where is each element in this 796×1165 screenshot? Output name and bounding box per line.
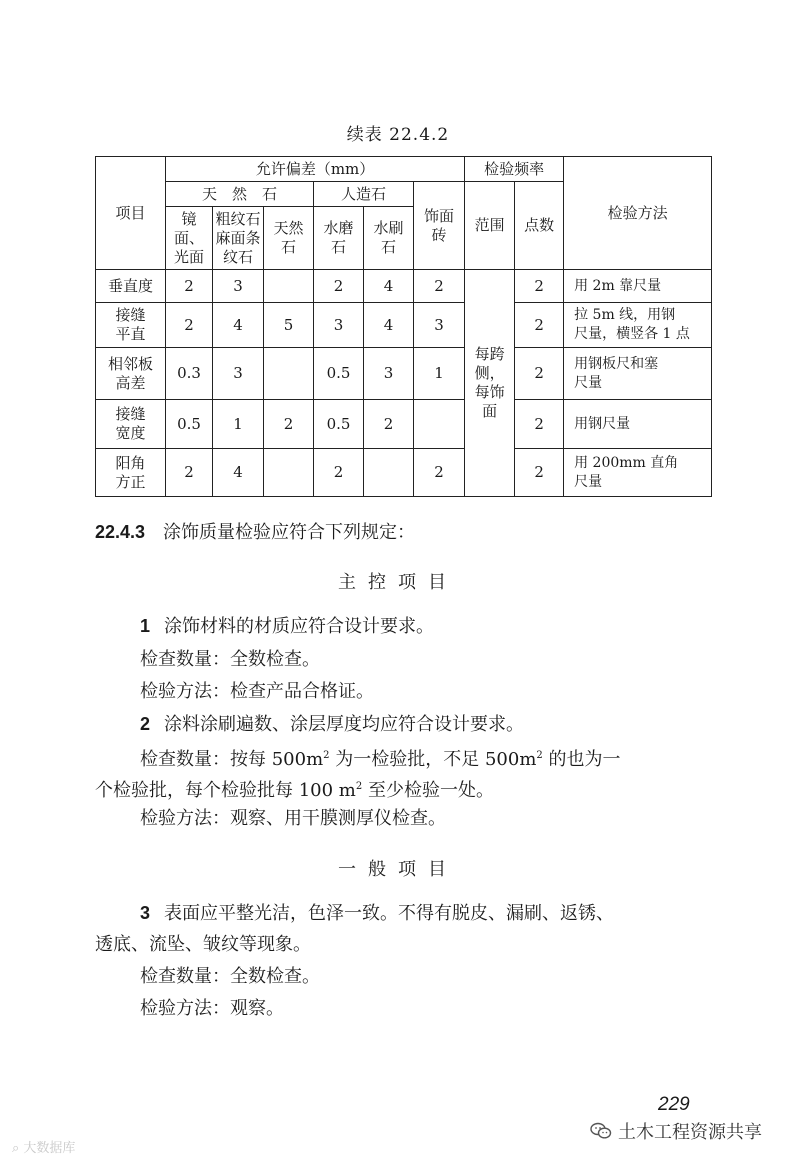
clause-3-cont: 透底、流坠、皱纹等现象。 [95,934,311,955]
cell-brushed: 2 [364,400,414,449]
watermark-left: ⌕ 大数据库 [12,1141,76,1156]
cell-mirror: 2 [166,449,213,497]
cell-tile: 3 [414,303,465,348]
watermark-right-text: 土木工程资源共享 [618,1122,762,1143]
unit-superscript: 2 [323,750,330,761]
qty-text-d: 个检验批，每个检验批每 100 m [95,780,356,801]
header-method: 检验方法 [564,157,712,270]
header-artificial-stone: 人造石 [314,182,414,207]
inspection-method-3: 检验方法：观察。 [140,998,284,1019]
inspection-quantity-2 [140,744,621,772]
cell-brushed: 4 [364,303,414,348]
header-facing-tile: 饰面 砖 [414,182,465,270]
cell-method: 用 200mm 直角 尺量 [564,449,712,497]
inspection-quantity-1: 检查数量：全数检查。 [140,649,320,670]
header-natural: 天然 石 [264,207,314,270]
cell-natural: 5 [264,303,314,348]
page-number: 229 [658,1094,690,1115]
clause-1 [140,614,434,639]
main-control-heading: 主控项目 [338,572,458,593]
cell-mirror: 0.3 [166,348,213,400]
qty-text-a: 检查数量：按每 500m [140,749,324,770]
cell-terrazzo: 2 [314,270,364,303]
cell-points: 2 [515,400,564,449]
cell-rough: 3 [213,270,264,303]
header-frequency: 检验频率 [465,157,564,182]
cell-brushed: 4 [364,270,414,303]
cell-terrazzo: 3 [314,303,364,348]
cell-brushed: 3 [364,348,414,400]
cell-method: 用钢板尺和塞 尺量 [564,348,712,400]
header-item: 项目 [96,157,166,270]
cell-natural [264,449,314,497]
general-heading: 一般项目 [338,859,458,880]
clause-text: 涂饰材料的材质应符合设计要求。 [164,616,435,637]
clause-number: 2 [140,714,151,734]
cell-brushed [364,449,414,497]
cell-points: 2 [515,303,564,348]
cell-scope: 每跨 侧， 每饰 面 [465,270,515,497]
cell-tile: 2 [414,270,465,303]
cell-method: 用 2m 靠尺量 [564,270,712,303]
table-row [96,348,712,400]
qty-text-e: 至少检验一处。 [362,780,494,801]
clause-number: 3 [140,903,151,923]
inspection-method-1: 检验方法：检查产品合格证。 [140,681,374,702]
table-row [96,270,712,303]
clause-text: 涂料涂刷遍数、涂层厚度均应符合设计要求。 [164,714,525,735]
cell-natural: 2 [264,400,314,449]
table-row [96,449,712,497]
row-item: 接缝 平直 [96,303,166,348]
cell-rough: 4 [213,449,264,497]
header-mirror-polished: 镜面、 光面 [166,207,213,270]
cell-natural [264,270,314,303]
cell-mirror: 2 [166,270,213,303]
cell-points: 2 [515,449,564,497]
section-number: 22.4.3 [95,522,146,542]
header-tolerance: 允许偏差（mm） [166,157,465,182]
cell-method: 拉 5m 线，用钢 尺量，横竖各 1 点 [564,303,712,348]
header-points: 点数 [515,182,564,270]
header-terrazzo: 水磨 石 [314,207,364,270]
header-rough-textured: 粗纹石 麻面条 纹石 [213,207,264,270]
section-text: 涂饰质量检验应符合下列规定： [163,522,416,543]
cell-method: 用钢尺量 [564,400,712,449]
clause-2 [140,712,524,737]
unit-superscript: 2 [355,781,363,792]
cell-rough: 1 [213,400,264,449]
cell-points: 2 [515,348,564,400]
cell-tile: 1 [414,348,465,400]
cell-rough: 4 [213,303,264,348]
cell-mirror: 2 [166,303,213,348]
cell-terrazzo: 2 [314,449,364,497]
clause-3 [140,901,614,926]
clause-text: 表面应平整光洁，色泽一致。不得有脱皮、漏刷、返锈、 [164,903,615,924]
inspection-quantity-2-cont [95,775,494,803]
qty-text-b: 为一检验批，不足 500m [329,749,537,770]
cell-mirror: 0.5 [166,400,213,449]
unit-superscript: 2 [536,750,543,761]
cell-tile [414,400,465,449]
cell-terrazzo: 0.5 [314,400,364,449]
table-caption: 续表 22.4.2 [346,125,450,145]
cell-points: 2 [515,270,564,303]
qty-text-c: 的也为一 [542,749,621,770]
row-item: 接缝 宽度 [96,400,166,449]
cell-rough: 3 [213,348,264,400]
tolerance-table [95,156,712,497]
header-brushed-stone: 水刷 石 [364,207,414,270]
cell-natural [264,348,314,400]
cell-terrazzo: 0.5 [314,348,364,400]
watermark-right [590,1118,762,1144]
header-range: 范围 [465,182,515,270]
inspection-method-2: 检验方法：观察、用干膜测厚仪检查。 [140,808,446,829]
cell-tile: 2 [414,449,465,497]
row-item: 垂直度 [96,270,166,303]
table-row [96,303,712,348]
header-natural-stone: 天 然 石 [166,182,314,207]
row-item: 阳角 方正 [96,449,166,497]
inspection-quantity-3: 检查数量：全数检查。 [140,966,320,987]
clause-number: 1 [140,616,151,636]
watermark-logo-icon: ⌕ [12,1141,20,1156]
section-heading [95,518,415,544]
wechat-icon [590,1122,612,1140]
row-item: 相邻板 高差 [96,348,166,400]
table-row [96,400,712,449]
